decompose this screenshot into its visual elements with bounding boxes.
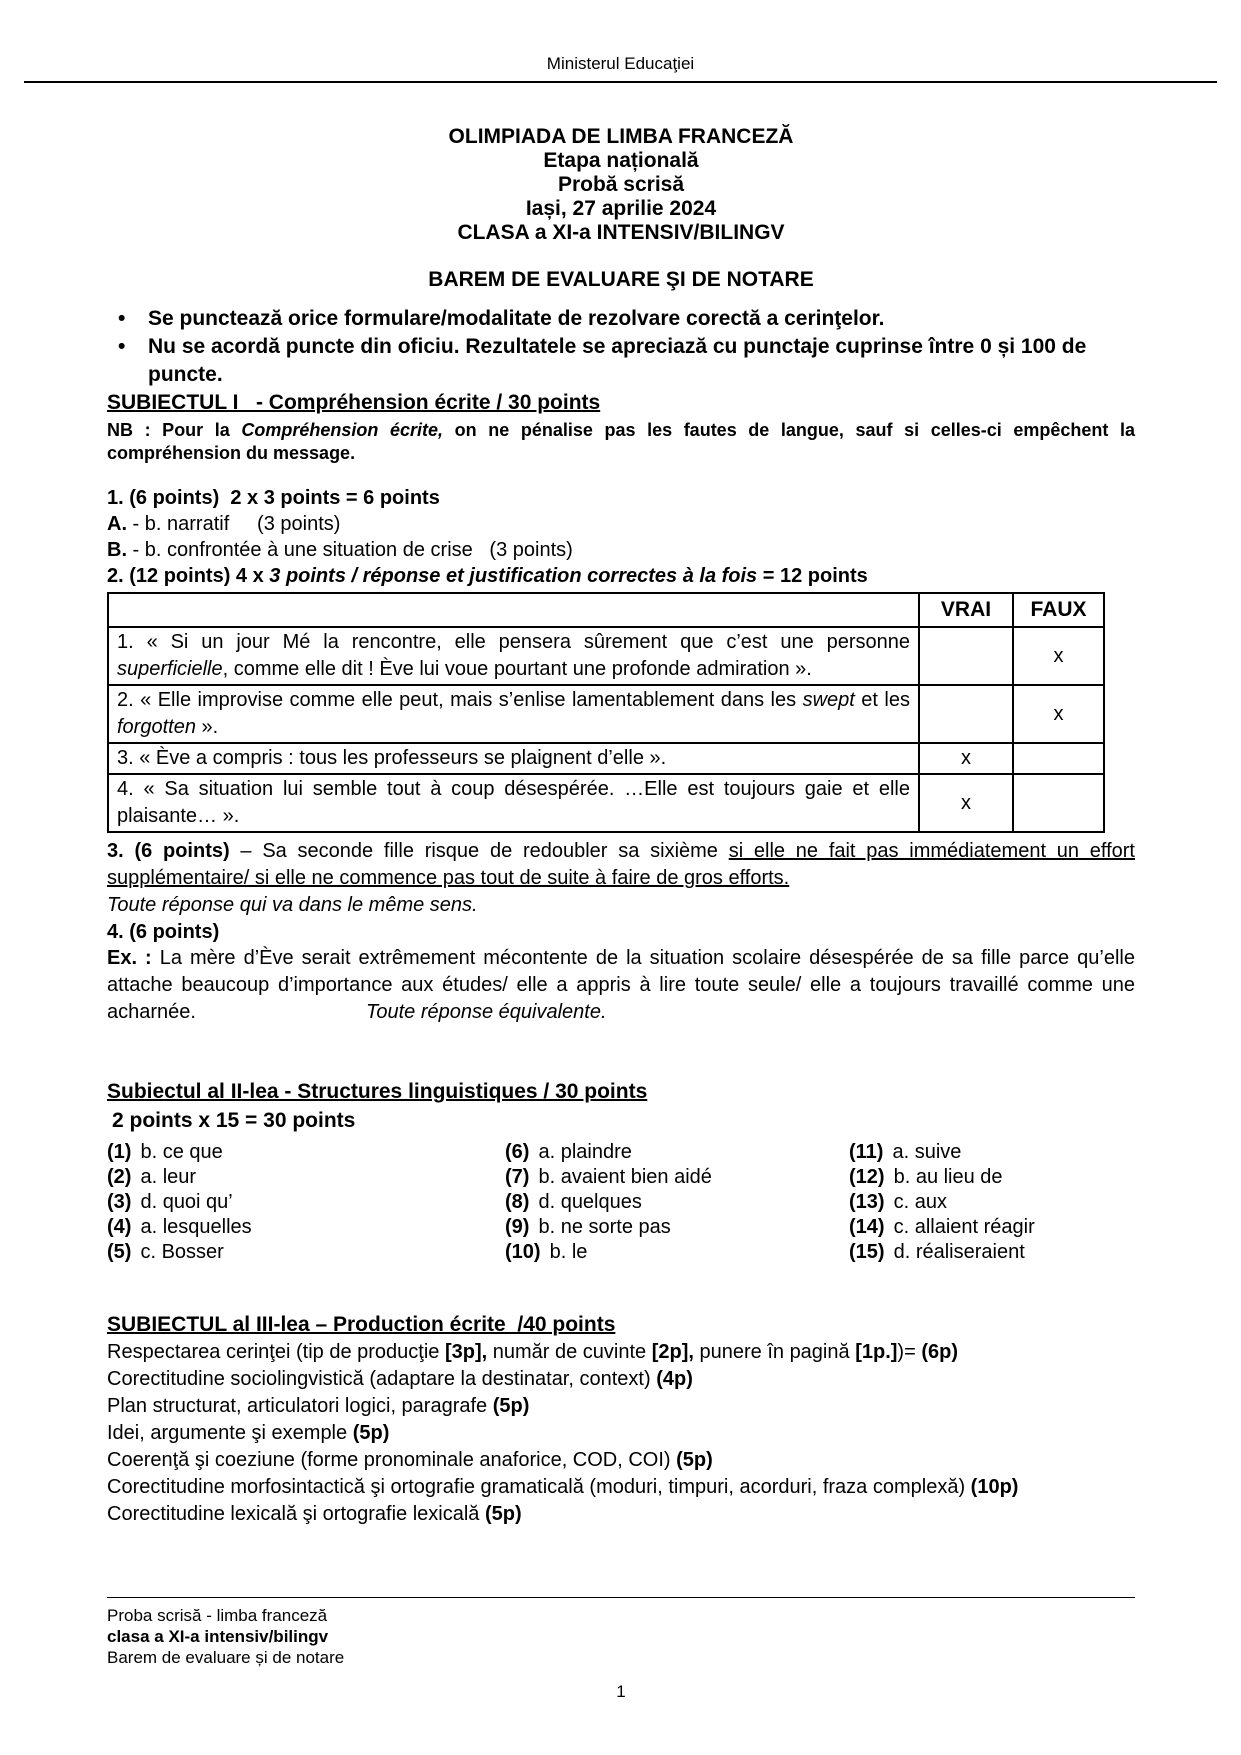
vrai-cell [919, 627, 1013, 685]
faux-cell: x [1013, 627, 1104, 685]
row4-seg1: 4. « Sa situation lui semble tout à coup désespérée. …Elle est toujours gaie et elle plaisante… ». [117, 778, 910, 827]
answer-number: (5) [107, 1241, 132, 1263]
crit1-text: număr de cuvinte [487, 1341, 652, 1363]
crit7-text: Corectitudine lexicală şi ortografie lexicală [107, 1503, 485, 1525]
answer-item-6 [505, 1140, 849, 1165]
answer-text: b. avaient bien aidé [538, 1166, 712, 1188]
table-header-row [108, 593, 1104, 627]
answer-text: b. ne sorte pas [538, 1216, 671, 1238]
table-row [108, 774, 1104, 832]
answer-item-5 [107, 1240, 505, 1265]
s1-item4-label: 4. (6 points) [107, 921, 220, 943]
ministry-header: Ministerul Educaţiei [546, 54, 695, 73]
vrai-cell: x [919, 774, 1013, 832]
crit1-text: )= [897, 1341, 922, 1363]
header-statement-cell [108, 593, 919, 627]
subject3-heading: SUBIECTUL al III-lea – Production écrite /40 points [107, 1313, 616, 1336]
page-footer [107, 1597, 1135, 1702]
bullet-text-2: Nu se acordă puncte din oficiu. Rezultatele se apreciază cu punctaje cuprinse între 0 și 100 de puncte. [148, 335, 1087, 386]
crit3-text: Plan structurat, articulatori logici, paragrafe [107, 1395, 493, 1417]
crit4-text: Idei, argumente şi exemple [107, 1422, 353, 1444]
answer-text: b. au lieu de [893, 1166, 1003, 1188]
answer-item-15 [849, 1240, 1135, 1265]
s2-points-formula: 2 points x 15 = 30 points [112, 1109, 356, 1132]
bullet-text-1: Se punctează orice formulare/modalitate de rezolvare corectă a cerinţelor. [148, 307, 885, 330]
answer-text: a. plaindre [538, 1141, 632, 1163]
header-vrai-cell: VRAI [919, 593, 1013, 627]
footer-barem-line: Barem de evaluare și de notare [107, 1648, 345, 1667]
s1-item-a-text: - b. narratif (3 points) [127, 513, 341, 535]
answer-key-grid [107, 1140, 1135, 1265]
answer-text: b. le [549, 1241, 588, 1263]
criteria-line-5 [107, 1447, 1135, 1474]
answer-text: b. ce que [140, 1141, 223, 1163]
nb-post: on ne pénalise pas les fautes de langue, sauf si celles-ci empêchent la compréhension du message. [107, 420, 1136, 463]
s1-item-b [107, 537, 1135, 563]
row1-seg1: 1. « Si un jour Mé la rencontre, elle pensera sûrement que c’est une personne [117, 631, 910, 653]
answer-text: c. Bosser [140, 1241, 224, 1263]
crit7-points: (5p) [484, 1503, 522, 1525]
crit4-points: (5p) [352, 1422, 390, 1444]
answer-item-9 [505, 1215, 849, 1240]
row2-seg3: et les [854, 689, 910, 711]
s1-item3-label: 3. (6 points) [107, 840, 230, 862]
s1-item3 [107, 838, 1135, 892]
answer-number: (1) [107, 1141, 132, 1163]
crit2-text: Corectitudine sociolingvistică (adaptare la destinatar, context) [107, 1368, 657, 1390]
answer-item-12 [849, 1165, 1135, 1190]
barem-title: BAREM DE EVALUARE ŞI DE NOTARE [428, 268, 814, 291]
footer-class-line: clasa a XI-a intensiv/bilingv [107, 1627, 329, 1646]
answer-item-2 [107, 1165, 505, 1190]
s1-item1: 1. (6 points) 2 x 3 points = 6 points [107, 487, 440, 509]
title-line-exam-type: Probă scrisă [557, 173, 685, 196]
row3-seg1: 3. « Ève a compris : tous les professeurs se plaignent d’elle ». [117, 747, 667, 769]
answer-number: (4) [107, 1216, 132, 1238]
bullet-marker: • [118, 307, 126, 330]
answer-number: (7) [505, 1166, 530, 1188]
answer-text: a. suive [892, 1141, 962, 1163]
crit6-text: Corectitudine morfosintactică şi ortografie gramaticală (moduri, timpuri, acorduri, fraza complexă) [107, 1476, 971, 1498]
bullet-marker: • [118, 335, 126, 358]
statement-cell [108, 743, 919, 774]
s1-item2-pre: 2. (12 points) 4 x [107, 565, 270, 587]
crit1-points-c: [1p.] [855, 1341, 898, 1363]
s1-example-text: La mère d’Ève serait extrêmement mécontente de la situation scolaire désespérée de sa fille parce qu’elle attache beaucoup d’importance aux études/ elle a appris à lire toute seule/ elle a toujours travaillé comme une acharnée. [107, 947, 1135, 1023]
footer-exam-line: Proba scrisă - limba franceză [107, 1606, 328, 1625]
answer-text: a. lesquelles [140, 1216, 252, 1238]
statement-cell [108, 627, 919, 685]
answer-number: (13) [849, 1191, 885, 1213]
row2-seg1: 2. « Elle improvise comme elle peut, mais s’enlise lamentablement dans les [117, 689, 803, 711]
answer-item-11 [849, 1140, 1135, 1165]
crit2-points: (4p) [656, 1368, 693, 1390]
table-row [108, 743, 1104, 774]
s1-item2-italic: 3 points / réponse et justification correctes à la fois [269, 565, 758, 587]
subject2-heading: Subiectul al II-lea - Structures linguistiques / 30 points [107, 1080, 648, 1103]
s1-example [107, 945, 1135, 1026]
vrai-cell [919, 685, 1013, 743]
s1-item3-text: – Sa seconde fille risque de redoubler sa sixième [229, 840, 729, 862]
statement-cell [108, 774, 919, 832]
s1-item3-note: Toute réponse qui va dans le même sens. [107, 894, 478, 916]
s1-item2-post: = 12 points [757, 565, 868, 587]
table-row [108, 685, 1104, 743]
vrai-faux-table [107, 592, 1105, 833]
criteria-line-2 [107, 1366, 1135, 1393]
page-number: 1 [616, 1682, 626, 1701]
crit5-points: (5p) [676, 1449, 713, 1471]
row1-seg3: , comme elle dit ! Ève lui voue pourtant une profonde admiration ». [222, 658, 812, 680]
answer-item-14 [849, 1215, 1135, 1240]
answer-item-4 [107, 1215, 505, 1240]
subject1-heading: SUBIECTUL I - Compréhension écrite / 30 points [107, 391, 601, 414]
bullet-item-2 [107, 333, 1135, 389]
title-line-date: Iași, 27 aprilie 2024 [525, 197, 717, 220]
crit6-points: (10p) [970, 1476, 1019, 1498]
answer-text: a. leur [140, 1166, 197, 1188]
answer-number: (10) [505, 1241, 541, 1263]
title-block [107, 125, 1135, 245]
answer-text: c. allaient réagir [893, 1216, 1035, 1238]
s1-item-b-label: B. [107, 539, 127, 561]
s1-item-b-text: - b. confrontée à une situation de crise (3 points) [127, 539, 573, 561]
row2-seg4: forgotten [117, 716, 196, 738]
nb-italic: Compréhension écrite, [241, 420, 444, 440]
answer-item-8 [505, 1190, 849, 1215]
title-line-olympiad: OLIMPIADA DE LIMBA FRANCEZĂ [448, 125, 794, 148]
crit1-text: punere în pagină [693, 1341, 856, 1363]
criteria-line-3 [107, 1393, 1135, 1420]
s1-item-a [107, 511, 1135, 537]
crit1-points-b: [2p], [651, 1341, 694, 1363]
answer-number: (2) [107, 1166, 132, 1188]
nb-note [107, 419, 1135, 465]
answer-text: c. aux [893, 1191, 947, 1213]
answer-text: d. réaliseraient [893, 1241, 1025, 1263]
header-rule [24, 81, 1217, 83]
vrai-cell: x [919, 743, 1013, 774]
answer-number: (11) [849, 1141, 884, 1163]
answer-number: (8) [505, 1191, 530, 1213]
bullet-item-1 [107, 305, 1135, 333]
answer-number: (6) [505, 1141, 530, 1163]
bullet-list [107, 305, 1135, 389]
crit1-text: Respectarea cerinţei (tip de producţie [107, 1341, 445, 1363]
header-faux-cell: FAUX [1013, 593, 1104, 627]
title-line-class: CLASA a XI-a INTENSIV/BILINGV [457, 221, 785, 244]
answer-number: (12) [849, 1166, 885, 1188]
crit3-points: (5p) [492, 1395, 530, 1417]
s1-item-a-label: A. [107, 513, 127, 535]
row2-seg2: swept [802, 689, 855, 711]
faux-cell: x [1013, 685, 1104, 743]
row2-seg5: ». [195, 716, 219, 738]
answer-number: (3) [107, 1191, 132, 1213]
faux-cell [1013, 774, 1104, 832]
s1-example-label: Ex. : [107, 947, 152, 969]
faux-cell [1013, 743, 1104, 774]
answer-item-3 [107, 1190, 505, 1215]
answer-text: d. quelques [538, 1191, 642, 1213]
title-line-stage: Etapa națională [543, 149, 699, 172]
answer-number: (14) [849, 1216, 885, 1238]
answer-item-10 [505, 1240, 849, 1265]
answer-item-7 [505, 1165, 849, 1190]
s1-item3-underlined: si elle ne fait pas immédiatement un effort supplémentaire/ si elle ne commence pas tout de suite à faire de gros efforts. [107, 840, 1135, 889]
criteria-line-6 [107, 1474, 1135, 1501]
answer-item-1 [107, 1140, 505, 1165]
page-content [0, 125, 1241, 1528]
answer-number: (9) [505, 1216, 530, 1238]
statement-cell [108, 685, 919, 743]
table-row [108, 627, 1104, 685]
criteria-line-7 [107, 1501, 1135, 1528]
answer-number: (15) [849, 1241, 885, 1263]
answer-text: d. quoi qu’ [140, 1191, 233, 1213]
s1-item2 [107, 563, 1135, 589]
crit1-points-a: [3p], [444, 1341, 488, 1363]
row1-seg2: superficielle [117, 658, 223, 680]
crit1-total: (6p) [921, 1341, 958, 1363]
criteria-line-1 [107, 1339, 1135, 1366]
crit5-text: Coerenţă şi coeziune (forme pronominale anaforice, COD, COI) [107, 1449, 677, 1471]
nb-pre: NB : Pour la [107, 420, 242, 440]
criteria-line-4 [107, 1420, 1135, 1447]
s1-example-note: Toute réponse équivalente. [365, 1001, 607, 1023]
answer-item-13 [849, 1190, 1135, 1215]
